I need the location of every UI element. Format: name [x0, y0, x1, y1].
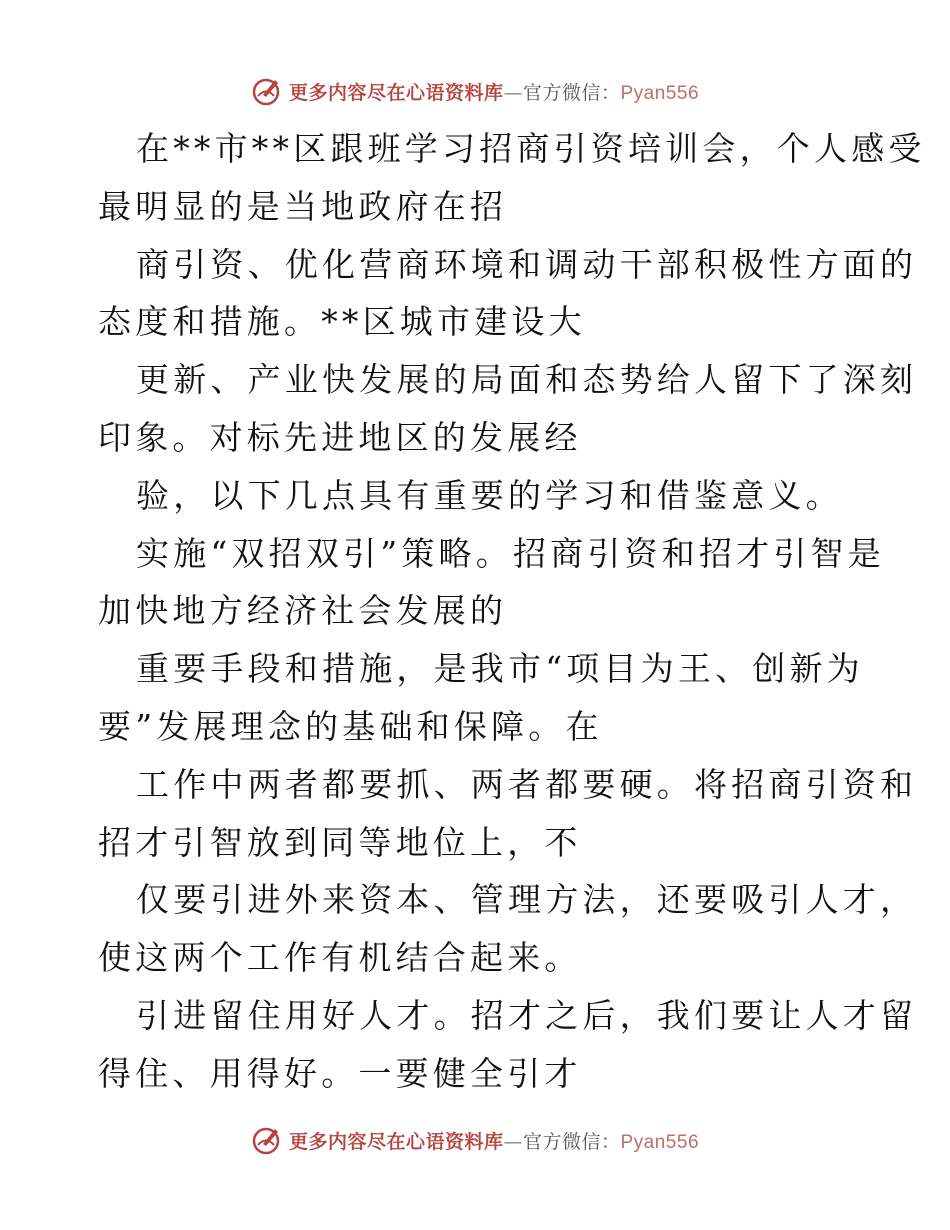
text-line: 在**市**区跟班学习招商引资培训会，个人感受 [136, 129, 926, 168]
text-line: 得住、用得好。一要健全引才 [98, 1053, 582, 1093]
watermark-text: 更多内容尽在心语资料库—官方微信：Pyan556 [288, 81, 700, 104]
document-body [98, 120, 926, 1103]
text-line: 引进留住用好人才。招才之后，我们要让人才留 [136, 995, 918, 1035]
text-line: 仅要引进外来资本、管理方法，还要吸引人才， [136, 880, 918, 920]
text-line: 最明显的是当地政府在招 [98, 186, 508, 226]
text-line: 态度和措施。**区城市建设大 [98, 302, 586, 342]
watermark-text: 更多内容尽在心语资料库—官方微信：Pyan556 [288, 1130, 700, 1153]
book-pen-logo-icon [251, 1124, 283, 1156]
text-line: 验，以下几点具有重要的学习和借鉴意义。 [136, 475, 843, 515]
text-line: 印象。对标先进地区的发展经 [98, 417, 582, 457]
text-line: 更新、产业快发展的局面和态势给人留下了深刻 [136, 360, 918, 400]
text-line: 重要手段和措施，是我市“项目为王、创新为 [136, 649, 864, 689]
text-line: 实施“双招双引”策略。招商引资和招才引智是 [136, 533, 885, 573]
text-line: 使这两个工作有机结合起来。 [98, 938, 582, 978]
text-line: 招才引智放到同等地位上，不 [98, 822, 582, 862]
text-line: 加快地方经济社会发展的 [98, 591, 508, 631]
text-line: 工作中两者都要抓、两者都要硬。将招商引资和 [136, 764, 918, 804]
text-line: 要”发展理念的基础和保障。在 [98, 706, 603, 746]
footer-watermark [0, 1120, 950, 1160]
book-pen-logo-icon [251, 75, 283, 107]
header-watermark [0, 71, 950, 111]
text-line: 商引资、优化营商环境和调动干部积极性方面的 [136, 244, 918, 284]
